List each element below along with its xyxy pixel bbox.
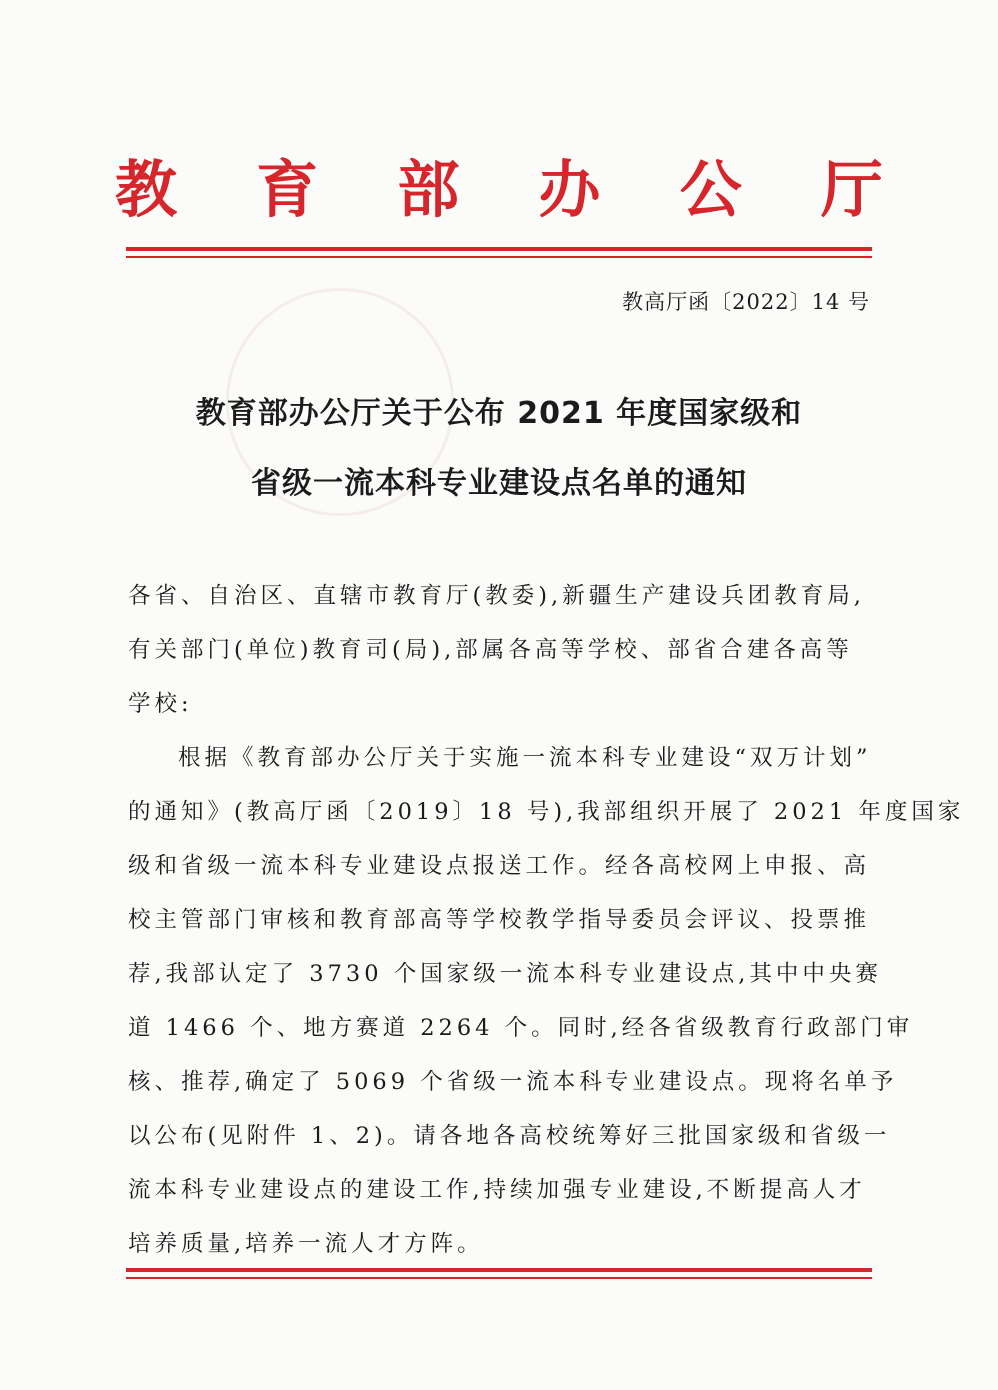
body-line: 道 1466 个、地方赛道 2264 个。同时,经各省级教育行政部门审 — [128, 1015, 914, 1041]
masthead-char: 育 — [256, 153, 319, 226]
document-title-line-1: 教育部办公厅关于公布 2021 年度国家级和 — [195, 396, 803, 431]
body-line: 培养质量,培养一流人才方阵。 — [128, 1231, 484, 1257]
masthead-char: 厅 — [820, 153, 883, 226]
body-line: 各省、自治区、直辖市教育厅(教委),新疆生产建设兵团教育局, — [128, 583, 865, 609]
body-line: 荐,我部认定了 3730 个国家级一流本科专业建设点,其中中央赛 — [128, 961, 882, 987]
footer-rule-thick — [126, 1268, 872, 1272]
masthead-char: 教 — [114, 153, 177, 226]
body-line: 的通知》(教高厅函〔2019〕18 号),我部组织开展了 2021 年度国家 — [128, 799, 965, 825]
body-line: 有关部门(单位)教育司(局),部属各高等学校、部省合建各高等 — [128, 637, 853, 663]
footer-rule-thin — [126, 1277, 872, 1279]
masthead-char: 部 — [397, 153, 460, 226]
document-number: 教高厅函〔2022〕14 号 — [622, 290, 870, 314]
body-line: 核、推荐,确定了 5069 个省级一流本科专业建设点。现将名单予 — [128, 1069, 898, 1095]
header-rule-thin — [126, 256, 872, 258]
document-title-line-2: 省级一流本科专业建设点名单的通知 — [251, 466, 747, 501]
header-rule-thick — [126, 247, 872, 251]
masthead-char: 办 — [538, 153, 601, 226]
body-line: 校主管部门审核和教育部高等学校教学指导委员会评议、投票推 — [128, 907, 871, 933]
body-line: 级和省级一流本科专业建设点报送工作。经各高校网上申报、高 — [128, 853, 871, 879]
body-line: 以公布(见附件 1、2)。请各地各高校统筹好三批国家级和省级一 — [128, 1123, 891, 1149]
body-line: 流本科专业建设点的建设工作,持续加强专业建设,不断提高人才 — [128, 1177, 866, 1203]
agency-masthead — [100, 150, 898, 230]
masthead-char: 公 — [679, 153, 742, 226]
body-line: 学校: — [128, 691, 193, 717]
body-line: 根据《教育部办公厅关于实施一流本科专业建设“双万计划” — [178, 745, 872, 771]
